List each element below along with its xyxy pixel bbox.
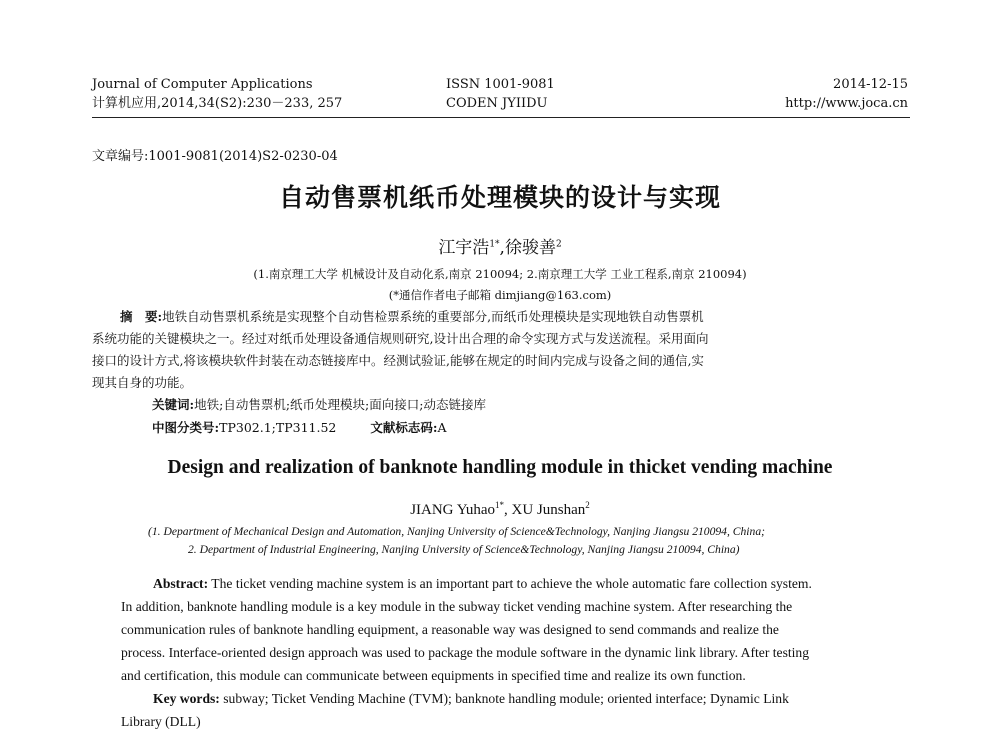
coden: CODEN JYIIDU (446, 96, 548, 111)
author-2-cn: 徐骏善 (504, 238, 556, 258)
abstract-cn-line: 现其自身的功能。 (92, 375, 193, 390)
issn: ISSN 1001-9081 (446, 77, 555, 92)
authors-en (0, 500, 1000, 519)
classification-value: TP302.1;TP311.52 (219, 420, 337, 435)
abstract-en (121, 572, 881, 733)
author-2-en: XU Junshan (511, 502, 586, 518)
abstract-en-line: and certification, this module can communicate between equipments in specified time and realize its own function. (121, 668, 746, 683)
keywords-cn (152, 394, 486, 416)
keywords-en-line-1: subway; Ticket Vending Machine (TVM); banknote handling module; oriented interface; Dynamic Link (223, 691, 789, 706)
affiliation-en-1: (1. Department of Mechanical Design and Automation, Nanjing University of Science&Technology, Nanjing Jiangsu 210094, China; (148, 525, 765, 538)
author-1-cn: 江宇浩 (438, 238, 490, 258)
journal-citation-cn: 计算机应用,2014,34(S2):230－233, 257 (92, 96, 343, 111)
title-en: Design and realization of banknote handling module in thicket vending machine (167, 457, 833, 478)
abstract-en-label: Abstract: (153, 576, 209, 591)
author-2-en-sup: 2 (585, 500, 590, 510)
doc-code-label: 文献标志码: (370, 420, 438, 435)
author-1-en: JIANG Yuhao (410, 502, 496, 518)
author-1-en-sup: 1* (495, 500, 505, 510)
doc-code-value: A (437, 420, 447, 435)
author-1-cn-sup: 1* (489, 239, 500, 250)
keywords-en-line-2: Library (DLL) (121, 714, 201, 729)
author-separator-cn: , (499, 238, 505, 258)
abstract-cn-line: 地铁自动售票机系统是实现整个自动售检票系统的重要部分,而纸币处理模块是实现地铁自动售票机 (162, 309, 704, 324)
article-number: 文章编号:1001-9081(2014)S2-0230-04 (92, 149, 338, 164)
abstract-en-line: In addition, banknote handling module is a key module in the subway ticket vending machine system. After researching the (121, 599, 793, 614)
author-separator-en: , (504, 502, 508, 518)
abstract-cn-label: 摘 要: (120, 309, 163, 324)
publication-date: 2014-12-15 (833, 77, 908, 92)
journal-url[interactable]: http://www.joca.cn (785, 96, 908, 111)
abstract-cn-line: 系统功能的关键模块之一。经过对纸币处理设备通信规则研究,设计出合理的命令实现方式与发送流程。采用面向 (92, 331, 709, 346)
authors-cn (0, 233, 1000, 258)
affiliation-cn: (1.南京理工大学 机械设计及自动化系,南京 210094; 2.南京理工大学 工业工程系,南京 210094) (253, 267, 747, 281)
abstract-en-line: communication rules of banknote handling equipment, a reasonable way was designed to send commands and realize the (121, 622, 779, 637)
keywords-cn-text: 地铁;自动售票机;纸币处理模块;面向接口;动态链接库 (194, 397, 486, 412)
keywords-en-label: Key words: (153, 691, 220, 706)
affiliation-en-2: 2. Department of Industrial Engineering, Nanjing University of Science&Technology, Nanjing Jiangsu 210094, China) (188, 543, 740, 556)
keywords-cn-label: 关键词: (152, 397, 195, 412)
journal-name-en: Journal of Computer Applications (92, 77, 313, 92)
classification (152, 417, 447, 439)
author-2-cn-sup: 2 (555, 239, 562, 250)
classification-label: 中图分类号: (152, 420, 220, 435)
title-cn: 自动售票机纸币处理模块的设计与实现 (278, 183, 721, 212)
email-cn: (*通信作者电子邮箱 dimjiang@163.com) (388, 288, 612, 302)
abstract-en-line: The ticket vending machine system is an important part to achieve the whole automatic fare collection system. (211, 576, 812, 591)
abstract-en-line: process. Interface-oriented design approach was used to package the module software in the dynamic link library. After testing (121, 645, 810, 660)
abstract-cn-line: 接口的设计方式,将该模块软件封装在动态链接库中。经测试验证,能够在规定的时间内完成与设备之间的通信,实 (92, 353, 704, 368)
header-rule (92, 117, 910, 118)
abstract-cn (92, 306, 890, 394)
